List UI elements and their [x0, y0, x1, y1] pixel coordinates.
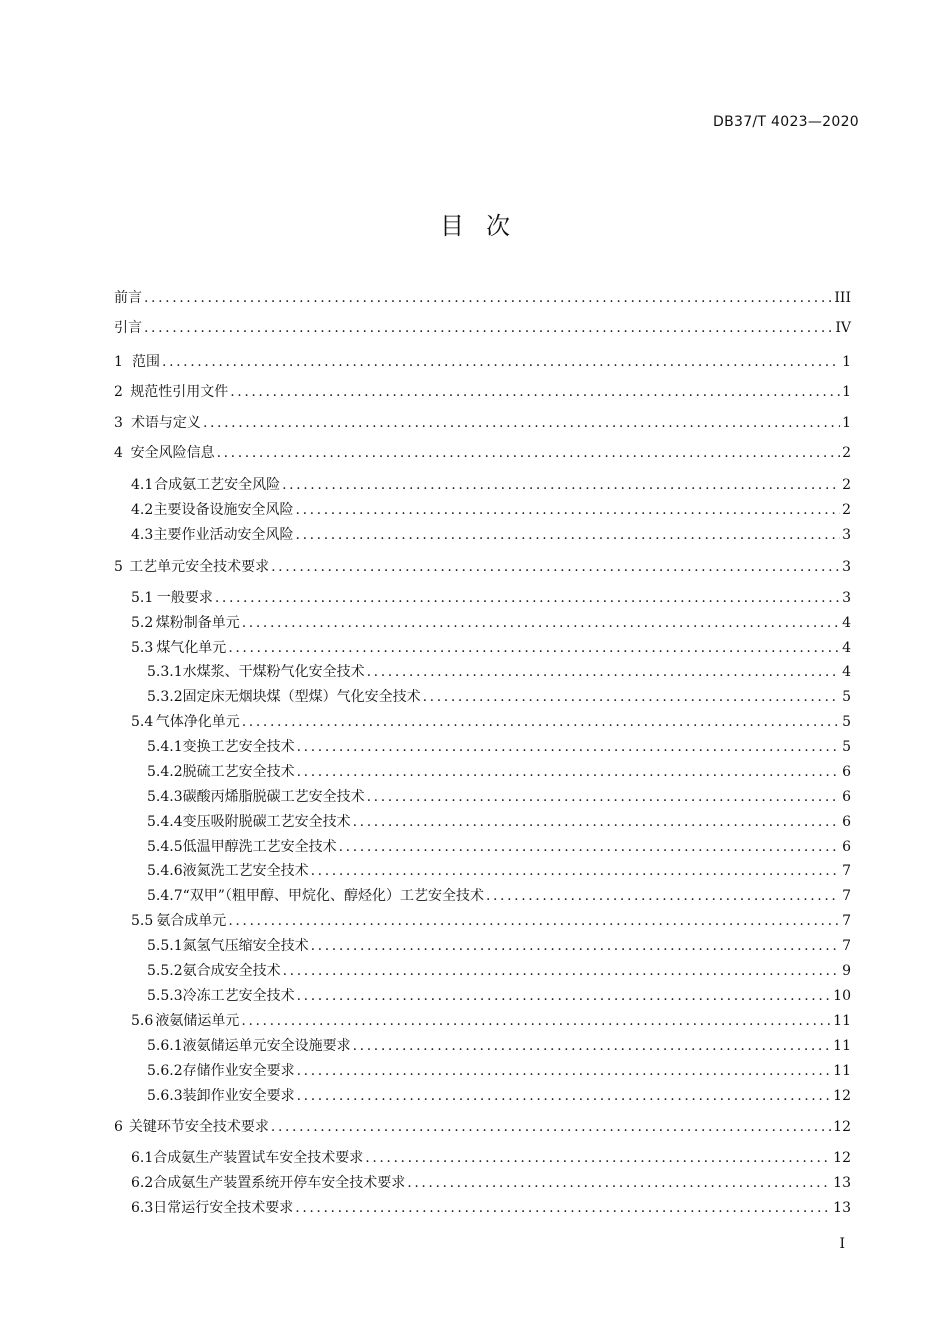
toc-entry-page: 5 — [842, 714, 851, 730]
toc-leader-dots — [297, 737, 840, 757]
toc-entry-number: 3 — [114, 415, 123, 431]
toc-leader-dots — [295, 1198, 831, 1218]
toc-entry-page: 4 — [842, 640, 851, 656]
toc-entry-page: 10 — [833, 988, 851, 1004]
page-number: I — [839, 1236, 845, 1252]
toc-entry[interactable] — [114, 1061, 851, 1081]
toc-entry-page: 2 — [842, 502, 851, 518]
toc-entry-label: 引言 — [114, 320, 142, 336]
toc-entry-label: 规范性引用文件 — [130, 384, 229, 400]
toc-entry-label: 前言 — [114, 290, 142, 306]
toc-entry-label: 液氨储运单元安全设施要求 — [182, 1038, 351, 1054]
toc-entry-number: 2 — [114, 384, 123, 400]
toc-entry-page: 6 — [842, 764, 851, 780]
toc-leader-dots — [297, 762, 840, 782]
toc-entry-label: 术语与定义 — [130, 415, 201, 431]
toc-leader-dots — [367, 787, 840, 807]
toc-entry[interactable] — [114, 500, 851, 520]
toc-entry-page: 2 — [842, 445, 851, 461]
toc-entry-label: 固定床无烟块煤（型煤）气化安全技术 — [182, 689, 421, 705]
toc-entry-label: 合成氨生产装置试车安全技术要求 — [153, 1150, 364, 1166]
toc-leader-dots — [353, 812, 840, 832]
toc-leader-dots — [407, 1173, 831, 1193]
toc-entry-number: 5.4.3 — [147, 789, 183, 805]
toc-entry-number: 1 — [114, 354, 123, 370]
toc-entry-number: 6.1 — [131, 1150, 154, 1166]
toc-entry-number: 5.4.1 — [147, 739, 183, 755]
toc-entry-page: 6 — [842, 789, 851, 805]
toc-leader-dots — [296, 525, 841, 545]
toc-entry-page: 6 — [842, 839, 851, 855]
toc-entry-number: 5.5.2 — [147, 963, 183, 979]
toc-leader-dots — [353, 1036, 832, 1056]
toc-entry-page: 4 — [842, 664, 851, 680]
toc-leader-dots — [203, 413, 840, 433]
toc-entry-number: 5.6.1 — [147, 1038, 183, 1054]
toc-leader-dots — [230, 382, 840, 402]
toc-entry-number: 4.1 — [131, 477, 154, 493]
toc-entry-page: 5 — [842, 739, 851, 755]
toc-entry-number: 5.1 — [131, 590, 154, 606]
toc-entry-number: 6.3 — [131, 1200, 154, 1216]
toc-entry-page: 13 — [833, 1200, 851, 1216]
toc-entry-label: 液氨储运单元 — [155, 1013, 240, 1029]
toc-leader-dots — [283, 961, 840, 981]
toc-entry[interactable] — [114, 1036, 851, 1056]
toc-entry[interactable] — [114, 613, 851, 633]
toc-entry-number: 5.5.1 — [147, 938, 183, 954]
toc-entry[interactable] — [114, 1011, 851, 1031]
toc-entry-page: 3 — [842, 590, 851, 606]
toc-leader-dots — [228, 638, 840, 658]
toc-entry[interactable] — [114, 886, 851, 906]
toc-entry[interactable] — [114, 382, 851, 402]
toc-entry[interactable] — [114, 837, 851, 857]
toc-entry-number: 5.3.2 — [147, 689, 183, 705]
toc-leader-dots — [271, 557, 840, 577]
toc-entry-label: 氮氢气压缩安全技术 — [182, 938, 309, 954]
toc-leader-dots — [215, 588, 840, 608]
toc-entry[interactable] — [114, 986, 851, 1006]
toc-entry-number: 5.5 — [131, 913, 154, 929]
toc-leader-dots — [242, 613, 840, 633]
toc-entry-label: 装卸作业安全要求 — [182, 1088, 295, 1104]
toc-entry-page: 4 — [842, 615, 851, 631]
toc-entry-number: 6.2 — [131, 1175, 154, 1191]
toc-leader-dots — [162, 352, 840, 372]
toc-entry-page: 5 — [842, 689, 851, 705]
toc-entry-page: 7 — [842, 938, 851, 954]
toc-entry[interactable] — [114, 1086, 851, 1106]
toc-entry-number: 5.3.1 — [147, 664, 183, 680]
toc-entry-label: 变压吸附脱碳工艺安全技术 — [182, 814, 351, 830]
toc-leader-dots — [144, 288, 832, 308]
toc-entry[interactable] — [114, 318, 851, 338]
toc-entry[interactable] — [114, 525, 851, 545]
toc-entry-label: 范围 — [132, 354, 161, 370]
toc-leader-dots — [271, 1117, 831, 1137]
toc-entry-number: 5.6.3 — [147, 1088, 183, 1104]
toc-entry-label: 变换工艺安全技术 — [182, 739, 295, 755]
toc-entry-label: 氨合成安全技术 — [182, 963, 281, 979]
toc-entry[interactable] — [114, 557, 851, 577]
toc-leader-dots — [296, 500, 841, 520]
toc-entry[interactable] — [114, 1117, 851, 1137]
toc-entry-number: 5.4.7 — [147, 888, 183, 904]
toc-entry[interactable] — [114, 1198, 851, 1218]
toc-leader-dots — [297, 986, 832, 1006]
toc-entry-label: 液氮洗工艺安全技术 — [182, 863, 309, 879]
page-title: 目次 — [440, 212, 532, 240]
toc-entry-number: 5.4.2 — [147, 764, 183, 780]
toc-entry-page: 6 — [842, 814, 851, 830]
toc-entry-label: 低温甲醇洗工艺安全技术 — [182, 839, 337, 855]
toc-entry[interactable] — [114, 936, 851, 956]
toc-entry-page: 3 — [842, 559, 851, 575]
toc-entry-number: 5.4.5 — [147, 839, 183, 855]
toc-entry-page: 12 — [833, 1150, 851, 1166]
toc-entry-number: 4 — [114, 445, 123, 461]
toc-leader-dots — [339, 837, 840, 857]
toc-leader-dots — [297, 1086, 832, 1106]
toc-entry[interactable] — [114, 413, 851, 433]
toc-entry[interactable] — [114, 861, 851, 881]
toc-entry-page: 12 — [833, 1088, 851, 1104]
toc-entry-label: 一般要求 — [156, 590, 213, 606]
toc-entry[interactable] — [114, 1148, 851, 1168]
toc-leader-dots — [311, 936, 840, 956]
toc-entry[interactable] — [114, 712, 851, 732]
toc-entry-label: “双甲”（粗甲醇、甲烷化、醇烃化）工艺安全技术 — [182, 888, 484, 904]
toc-entry[interactable] — [114, 662, 851, 682]
toc-entry-number: 5.6.2 — [147, 1063, 183, 1079]
toc-entry-page: 11 — [833, 1038, 851, 1054]
toc-entry-number: 5.4.6 — [147, 863, 183, 879]
toc-entry-label: 主要设备设施安全风险 — [153, 502, 294, 518]
toc-entry-page: 1 — [842, 354, 851, 370]
toc-entry-number: 5.4 — [131, 714, 154, 730]
toc-entry-page: III — [834, 290, 851, 306]
toc-leader-dots — [297, 1061, 832, 1081]
toc-entry[interactable] — [114, 911, 851, 931]
toc-entry-label: 碳酸丙烯脂脱碳工艺安全技术 — [182, 789, 365, 805]
toc-entry-page: 7 — [842, 888, 851, 904]
toc-entry-label: 关键环节安全技术要求 — [128, 1119, 269, 1135]
toc-entry-number: 5.5.3 — [147, 988, 183, 1004]
toc-entry-page: 9 — [842, 963, 851, 979]
toc-entry-page: 13 — [833, 1175, 851, 1191]
toc-leader-dots — [217, 443, 841, 463]
toc-entry-label: 合成氨工艺安全风险 — [154, 477, 281, 493]
toc-entry-page: 12 — [833, 1119, 851, 1135]
toc-leader-dots — [228, 911, 840, 931]
toc-entry[interactable] — [114, 638, 851, 658]
toc-entry-label: 合成氨生产装置系统开停车安全技术要求 — [153, 1175, 406, 1191]
document-code: DB37/T 4023—2020 — [713, 114, 859, 130]
toc-entry-label: 日常运行安全技术要求 — [153, 1200, 294, 1216]
toc-entry[interactable] — [114, 443, 851, 463]
toc-entry-label: 煤气化单元 — [156, 640, 227, 656]
toc-leader-dots — [241, 1011, 831, 1031]
toc-entry[interactable] — [114, 588, 851, 608]
toc-entry[interactable] — [114, 787, 851, 807]
toc-entry-label: 脱硫工艺安全技术 — [182, 764, 295, 780]
toc-entry-number: 5.3 — [131, 640, 154, 656]
toc-entry[interactable] — [114, 737, 851, 757]
toc-entry-page: 7 — [842, 863, 851, 879]
toc-entry-page: IV — [835, 320, 851, 336]
toc-entry-label: 安全风险信息 — [130, 445, 215, 461]
toc-leader-dots — [365, 1148, 831, 1168]
toc-leader-dots — [486, 886, 840, 906]
toc-entry-number: 5 — [114, 559, 123, 575]
toc-entry-label: 冷冻工艺安全技术 — [182, 988, 295, 1004]
toc-entry[interactable] — [114, 812, 851, 832]
toc-entry[interactable] — [114, 762, 851, 782]
toc-entry-label: 煤粉制备单元 — [155, 615, 240, 631]
toc-leader-dots — [282, 475, 840, 495]
toc-entry-page: 11 — [833, 1063, 851, 1079]
toc-entry[interactable] — [114, 352, 851, 372]
toc-entry-page: 2 — [842, 477, 851, 493]
toc-entry-page: 1 — [842, 415, 851, 431]
toc-entry-page: 3 — [842, 527, 851, 543]
toc-leader-dots — [311, 861, 840, 881]
toc-entry-number: 5.2 — [131, 615, 154, 631]
toc-entry[interactable] — [114, 475, 851, 495]
toc-entry-label: 水煤浆、干煤粉气化安全技术 — [182, 664, 365, 680]
toc-leader-dots — [144, 318, 833, 338]
toc-entry-page: 7 — [842, 913, 851, 929]
toc-leader-dots — [423, 687, 840, 707]
toc-entry[interactable] — [114, 1173, 851, 1193]
toc-entry[interactable] — [114, 288, 851, 308]
toc-entry[interactable] — [114, 687, 851, 707]
toc-leader-dots — [242, 712, 840, 732]
toc-entry-number: 5.6 — [131, 1013, 154, 1029]
toc-entry-label: 存储作业安全要求 — [182, 1063, 295, 1079]
toc-entry-number: 4.2 — [131, 502, 154, 518]
toc-entry-page: 11 — [833, 1013, 851, 1029]
toc-entry-number: 5.4.4 — [147, 814, 183, 830]
toc-entry-page: 1 — [842, 384, 851, 400]
toc-entry-label: 氨合成单元 — [156, 913, 227, 929]
toc-leader-dots — [367, 662, 840, 682]
toc-entry-label: 工艺单元安全技术要求 — [129, 559, 270, 575]
toc-entry-number: 4.3 — [131, 527, 154, 543]
toc-entry-number: 6 — [114, 1119, 123, 1135]
toc-entry-label: 主要作业活动安全风险 — [153, 527, 294, 543]
toc-entry-label: 气体净化单元 — [155, 714, 240, 730]
toc-entry[interactable] — [114, 961, 851, 981]
